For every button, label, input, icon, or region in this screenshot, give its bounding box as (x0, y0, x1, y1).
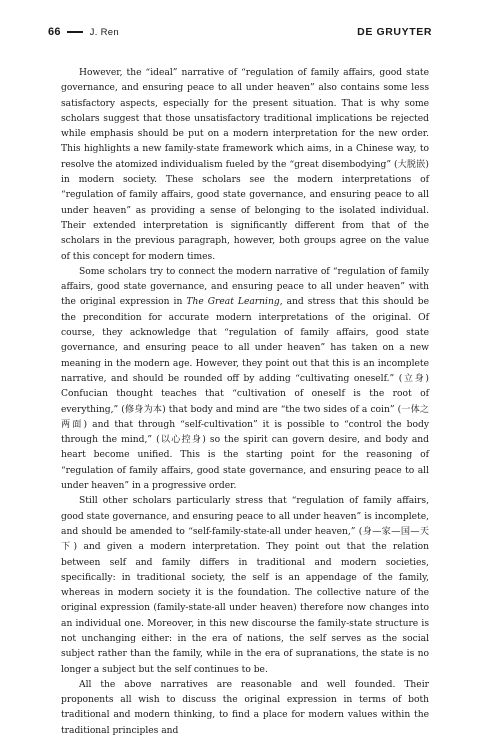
paragraph-text: Still other scholars particularly stress that “regulation of family affairs, good state governance, and ensuring peace to all under heaven” is incomplete, and should be amended to “self-family-state-all under heaven,” (身—家—国—天下) and given a modern interpretation. They point out that the relation between self and family differs in traditional and modern societies, specifically: in traditional society, the self is an appendage of the family, whereas in modern society it is the foundation. The collective nature of the original expression (family-state-all under heaven) therefore now changes into an individual one. Moreover, in this new discourse the family-state structure is not unchanging either: in the era of nations, the self serves as the social subject rather than the family, while in the era of supranations, the state is no longer a subject but the self continues to be. (61, 496, 429, 675)
running-header (48, 24, 432, 40)
paragraph-text: However, the “ideal” narrative of “regulation of family affairs, good state governance, and ensuring peace to all under heaven” also contains some less satisfactory aspects, especially for the present situation. That is why some scholars suggest that those unsatisfactory traditional implications be rejected while emphasis should be put on a modern interpretation for the new order. This highlights a new family-state framework which aims, in a Chinese way, to resolve the atomized individualism fueled by the “great disembodying” (大脱嵌) in modern society. These scholars see the modern interpretations of “regulation of family affairs, good state governance, and ensuring peace to all under heaven” as providing a sense of belonging to the isolated individual. Their extended interpretation is significantly different from that of the scholars in the previous paragraph, however, both groups agree on the value of this concept for modern times. (61, 68, 429, 262)
paragraph (61, 678, 429, 739)
page-number: 66 (48, 26, 61, 38)
paragraph-text: All the above narratives are reasonable and well founded. Their proponents all wish to discuss the original expression in terms of both traditional and modern thinking, to find a place for modern values within the traditional principles and (61, 679, 429, 736)
paragraph (61, 494, 429, 678)
publisher-name: DE GRUYTER (357, 26, 432, 38)
running-author: J. Ren (89, 26, 119, 38)
book-title: The Great Learning (186, 297, 280, 308)
article-body (61, 66, 429, 739)
paragraph (61, 66, 429, 265)
paragraph-text: Some scholars try to connect the modern narrative of “regulation of family affairs, good state governance, and ensuring peace to all under heaven” with the original expression in (61, 266, 429, 308)
paragraph-text: , and stress that this should be the precondition for accurate modern interpretations of the original. Of course, they acknowledge that “regulation of family affairs, good state governance, and ensuring peace to all under heaven” has taken on a new meaning in the modern age. However, they point out that this is an incomplete narrative, and should be rounded off by adding “cultivating oneself.” (立身) Confucian thought teaches that “cultivation of oneself is the root of everything,” (修身为本) that body and mind are “the two sides of a coin” (一体之两面) and that through “self-cultivation” it is possible to “control the body through the mind,” (以心控身) so the spirit can govern desire, and body and heart become unified. This is the starting point for the reasoning of “regulation of family affairs, good state governance, and ensuring peace to all under heaven” in a progressive order. (61, 297, 430, 492)
paragraph (61, 265, 429, 494)
header-dash (67, 31, 83, 33)
